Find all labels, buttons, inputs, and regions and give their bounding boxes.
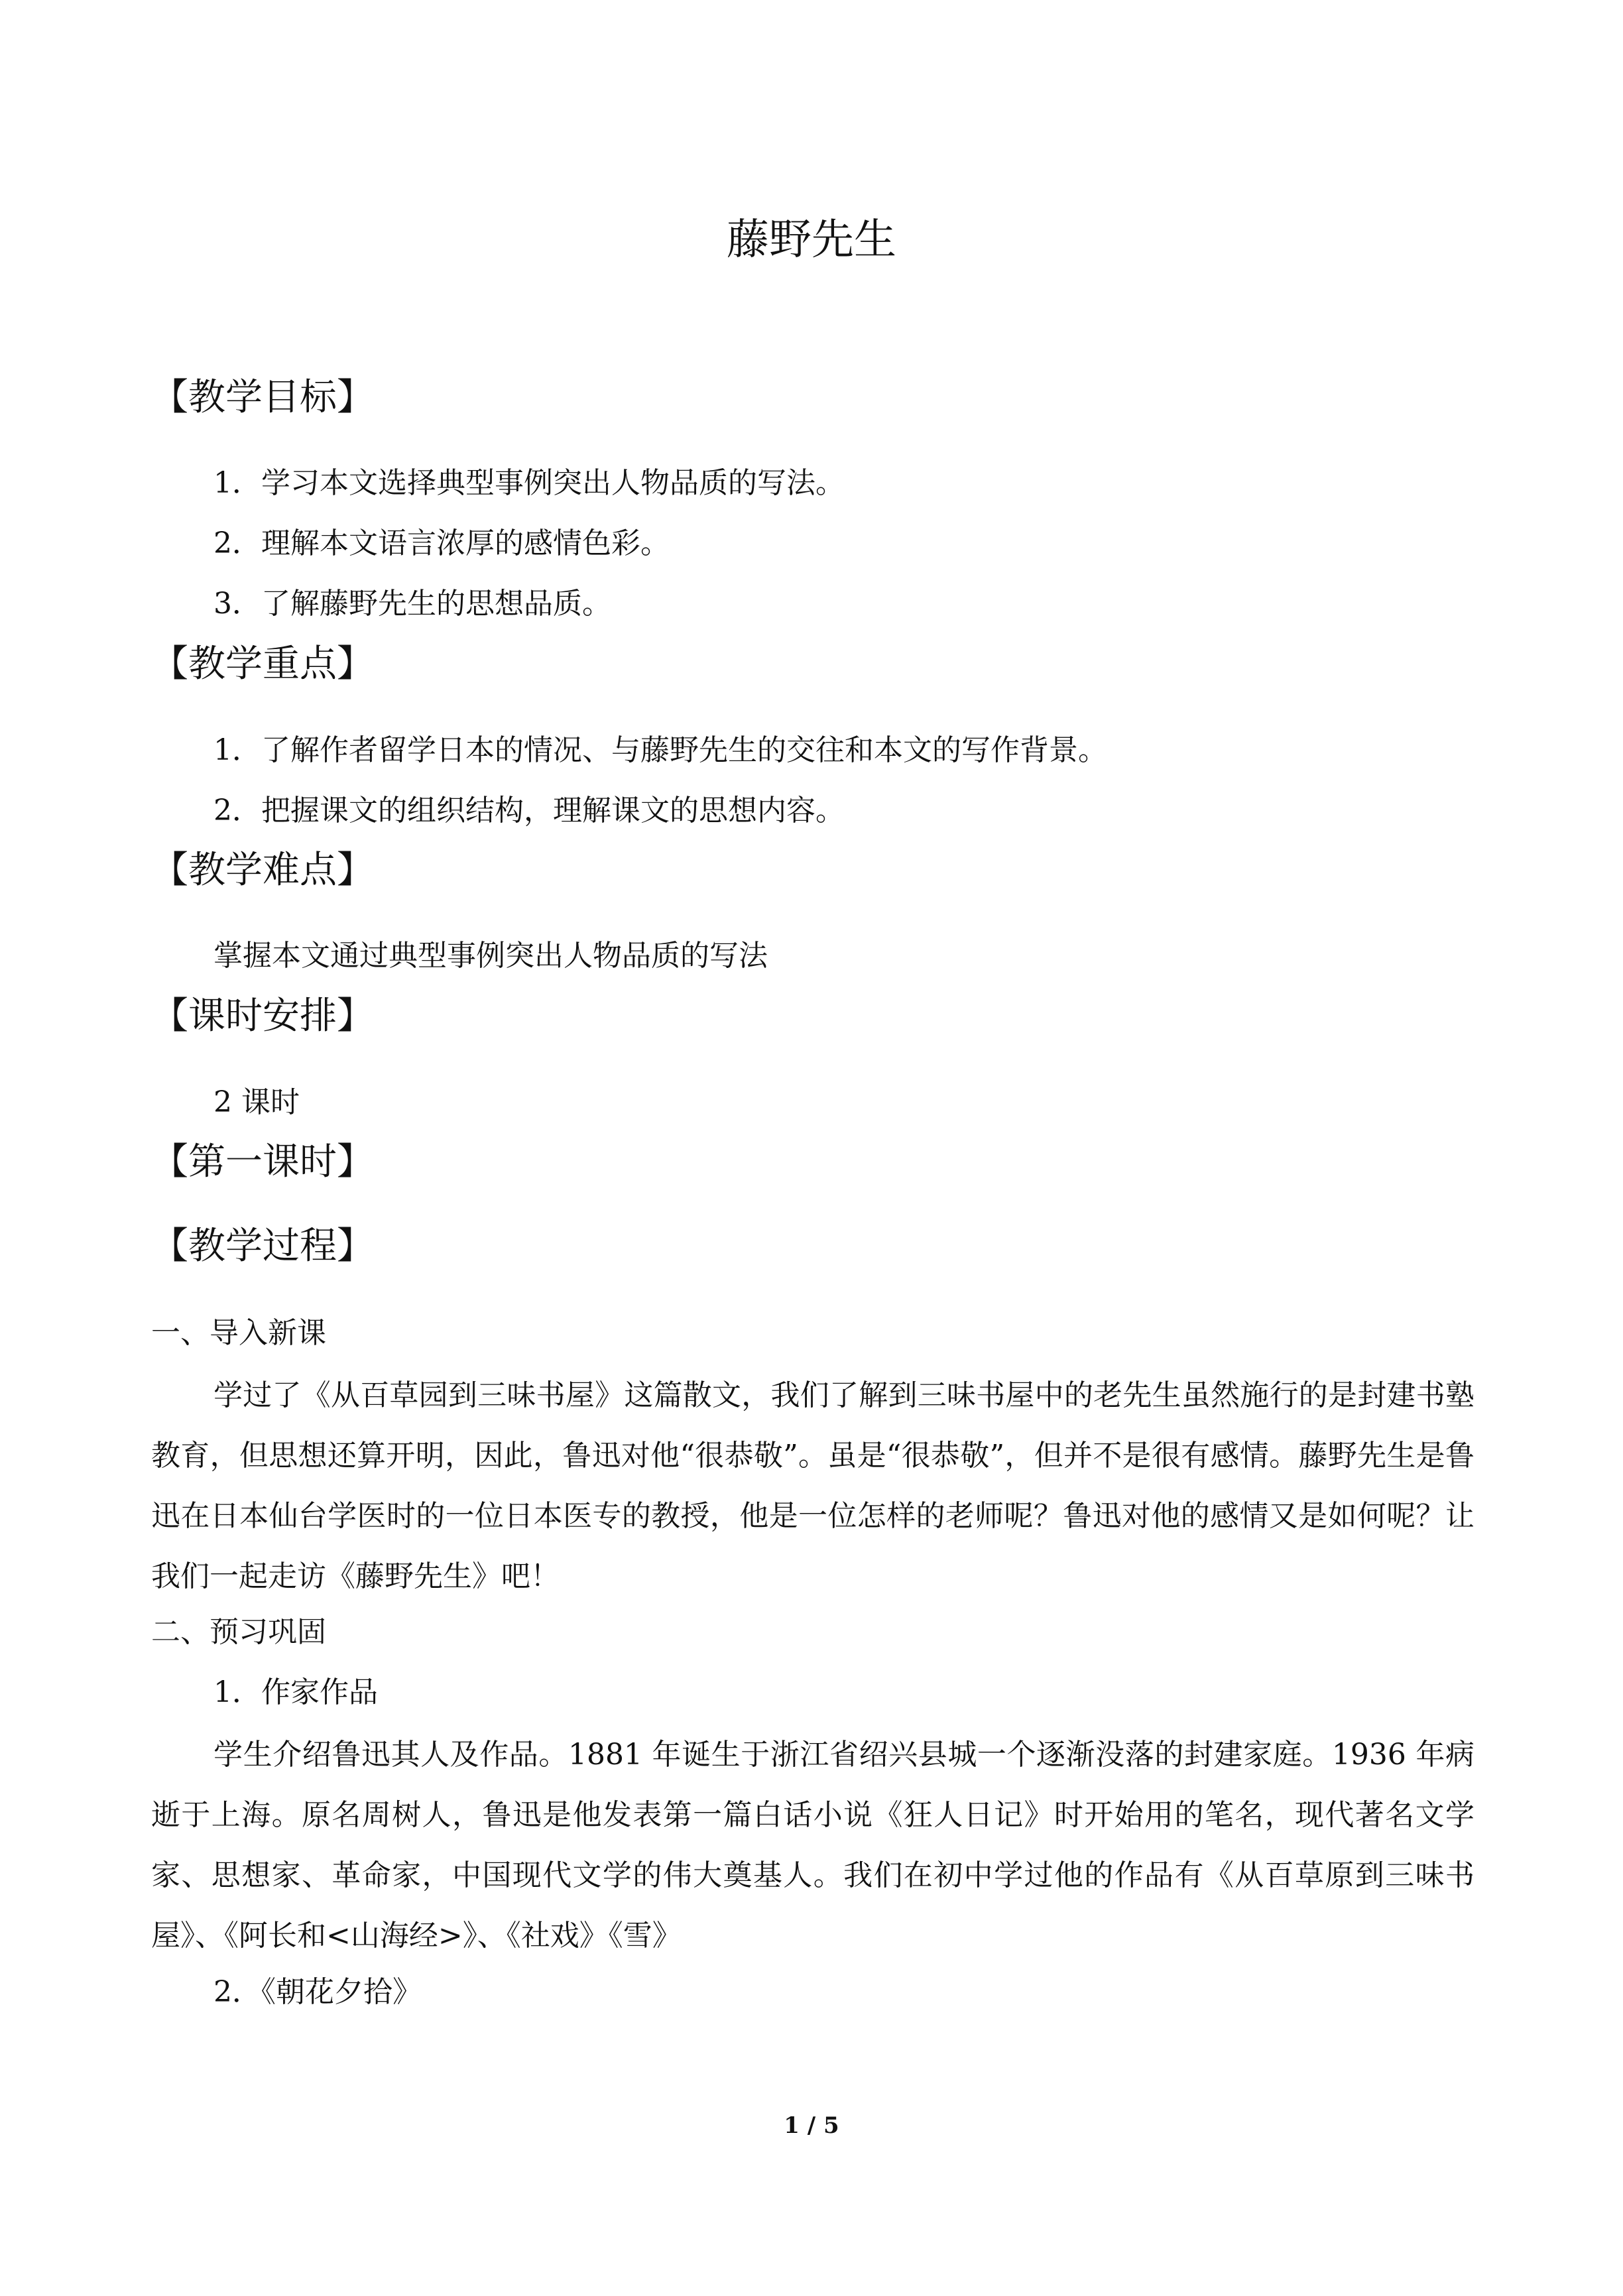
heading-difficulties: 【教学难点】 [151,849,374,892]
document-title: 藤野先生 [727,215,896,265]
section-title-preview: 二、预习巩固 [151,1615,326,1649]
objective-item-2: 2．理解本文语言浓厚的感情色彩。 [213,526,670,560]
heading-lesson-one: 【第一课时】 [151,1140,374,1183]
difficulties-text: 掌握本文通过典型事例突出人物品质的写法 [213,939,768,973]
section-title-intro: 一、导入新课 [151,1316,326,1350]
objective-item-3: 3．了解藤野先生的思想品质。 [213,587,611,621]
paragraph-author: 学生介绍鲁迅其人及作品。1881 年诞生于浙江省绍兴县城一个逐渐没落的封建家庭。1936 年病逝于上海。原名周树人，鲁迅是他发表第一篇白话小说《狂人日记》时开始用的笔名，现代著名文学家、思想家、革命家，中国现代文学的伟大奠基人。我们在初中学过他的作品有《从百草原到三味书屋》、《阿长和<山海经>》、《社戏》《雪》 [151,1738,1474,1953]
objective-item-1: 1．学习本文选择典型事例突出人物品质的写法。 [213,466,845,500]
heading-process: 【教学过程】 [151,1225,374,1268]
paragraph-intro: 学过了《从百草园到三味书屋》这篇散文，我们了解到三味书屋中的老先生虽然施行的是封建书塾教育，但思想还算开明，因此，鲁迅对他“很恭敬”。虽是“很恭敬”，但并不是很有感情。藤野先生是鲁迅在日本仙台学医时的一位日本医专的教授，他是一位怎样的老师呢？鲁迅对他的感情又是如何呢？让我们一起走访《藤野先生》吧！ [151,1378,1474,1593]
heading-schedule: 【课时安排】 [151,995,374,1038]
keypoint-item-2: 2．把握课文的组织结构，理解课文的思想内容。 [213,794,845,827]
page-number: 1 / 5 [784,2112,839,2139]
heading-objectives: 【教学目标】 [151,376,374,419]
subsection-title-book: 2．《朝花夕拾》 [213,1975,422,2009]
subsection-title-author: 1．作家作品 [213,1675,378,1709]
schedule-text: 2 课时 [213,1085,300,1119]
heading-keypoints: 【教学重点】 [151,642,374,686]
keypoint-item-1: 1．了解作者留学日本的情况、与藤野先生的交往和本文的写作背景。 [213,733,1107,767]
